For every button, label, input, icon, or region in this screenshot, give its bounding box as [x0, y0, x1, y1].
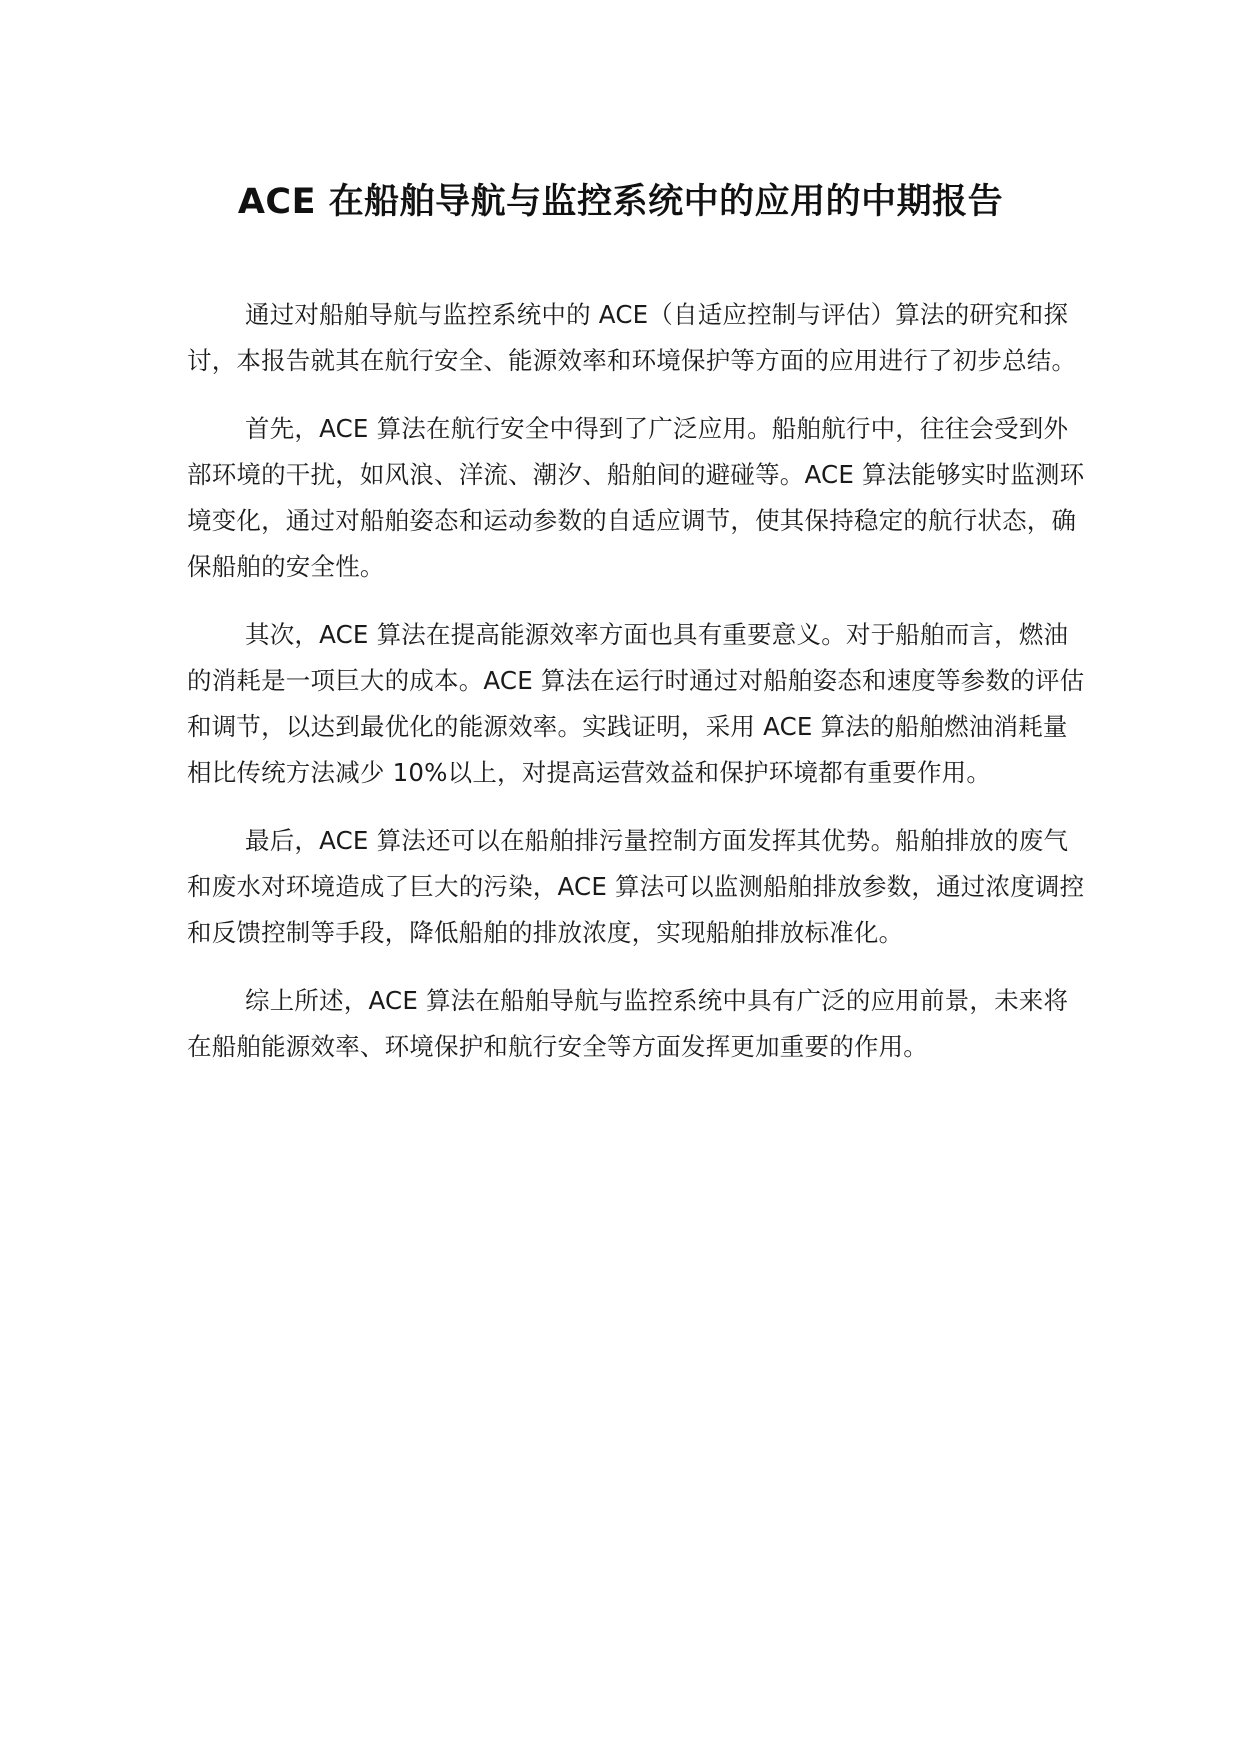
- paragraph-conclusion: 综上所述，ACE 算法在船舶导航与监控系统中具有广泛的应用前景，未来将在船舶能源效率、环境保护和航行安全等方面发挥更加重要的作用。: [187, 986, 1069, 1061]
- document-body: [187, 292, 1089, 1092]
- paragraph-emission-control: 最后，ACE 算法还可以在船舶排污量控制方面发挥其优势。船舶排放的废气和废水对环境造成了巨大的污染，ACE 算法可以监测船舶排放参数，通过浓度调控和反馈控制等手段，降低船舶的排放浓度，实现船舶排放标准化。: [187, 826, 1085, 947]
- paragraph-navigation-safety: 首先，ACE 算法在航行安全中得到了广泛应用。船舶航行中，往往会受到外部环境的干扰，如风浪、洋流、潮汐、船舶间的避碰等。ACE 算法能够实时监测环境变化，通过对船舶姿态和运动参数的自适应调节，使其保持稳定的航行状态，确保船舶的安全性。: [187, 414, 1085, 581]
- paragraph-energy-efficiency: 其次，ACE 算法在提高能源效率方面也具有重要意义。对于船舶而言，燃油的消耗是一项巨大的成本。ACE 算法在运行时通过对船舶姿态和速度等参数的评估和调节，以达到最优化的能源效率。实践证明，采用 ACE 算法的船舶燃油消耗量相比传统方法减少 10%以上，对提高运营效益和保护环境都有重要作用。: [187, 620, 1085, 787]
- paragraph-intro: 通过对船舶导航与监控系统中的 ACE（自适应控制与评估）算法的研究和探讨，本报告就其在航行安全、能源效率和环境保护等方面的应用进行了初步总结。: [187, 300, 1077, 375]
- document-title: ACE 在船舶导航与监控系统中的应用的中期报告: [237, 182, 1004, 222]
